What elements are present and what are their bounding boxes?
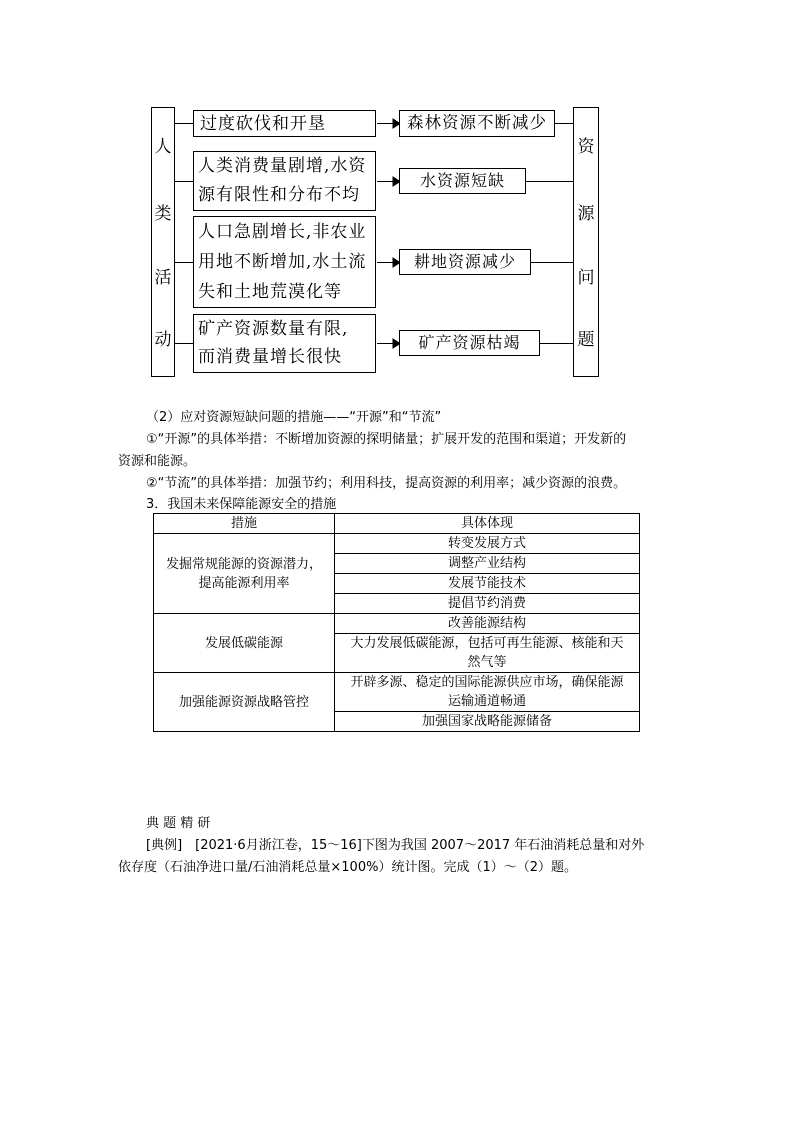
result-box-mineral: 矿产资源枯竭 xyxy=(399,330,540,356)
resource-problem-char: 题 xyxy=(577,330,595,350)
cause-box-water: 人类消费量剧增,水资 源有限性和分布不均 xyxy=(193,151,376,211)
arrow-icons xyxy=(376,100,402,360)
result-box-farmland: 耕地资源减少 xyxy=(399,249,531,275)
table-row xyxy=(154,673,640,712)
open-source-measures-cont: 资源和能源。 xyxy=(118,454,197,469)
open-source-measures: ①“开源”的具体举措：不断增加资源的探明储量；扩展开发的范围和渠道；开发新的 xyxy=(146,432,627,447)
cause-box-deforestation: 过度砍伐和开垦 xyxy=(193,110,376,137)
example-text-cont: 依存度（石油净进口量/石油消耗总量×100%）统计图。完成（1）～（2）题。 xyxy=(118,860,577,875)
example-text: [典例] [2021·6月浙江卷，15～16]下图为我国 2007～2017 年石油消耗总量和对外 xyxy=(146,838,645,853)
cause-box-farmland: 人口急剧增长,非农业 用地不断增加,水土流 失和土地荒漠化等 xyxy=(193,216,376,308)
section-3-title: 3．我国未来保障能源安全的措施 xyxy=(146,497,337,512)
detail-cell: 开辟多源、稳定的国际能源供应市场，确保能源 运输通道畅通 xyxy=(335,673,640,712)
section-2-title: （2）应对资源短缺问题的措施——“开源”和“节流” xyxy=(146,410,442,425)
table-header: 措施 xyxy=(154,514,335,534)
detail-cell: 大力发展低碳能源，包括可再生能源、核能和天 然气等 xyxy=(335,634,640,673)
resource-problem-char: 源 xyxy=(577,204,595,224)
result-box-water: 水资源短缺 xyxy=(399,168,526,194)
cause-box-mineral: 矿产资源数量有限, 而消费量增长很快 xyxy=(193,314,376,373)
human-activity-char: 动 xyxy=(154,330,172,350)
save-measures: ②“节流”的具体举措：加强节约；利用科技，提高资源的利用率；减少资源的浪费。 xyxy=(146,476,627,491)
detail-cell: 发展节能技术 xyxy=(335,574,640,594)
measure-cell: 发掘常规能源的资源潜力， 提高能源利用率 xyxy=(154,534,335,614)
human-activity-char: 活 xyxy=(154,268,172,288)
table-row xyxy=(154,614,640,634)
detail-cell: 提倡节约消费 xyxy=(335,594,640,614)
human-activity-char: 人 xyxy=(154,137,172,157)
resource-problem-char: 资 xyxy=(577,137,595,157)
detail-cell: 转变发展方式 xyxy=(335,534,640,554)
energy-security-table xyxy=(153,513,640,732)
measure-cell: 加强能源资源战略管控 xyxy=(154,673,335,732)
resource-problem-char: 问 xyxy=(577,268,595,288)
detail-cell: 改善能源结构 xyxy=(335,614,640,634)
table-header: 具体体现 xyxy=(335,514,640,534)
measure-cell: 发展低碳能源 xyxy=(154,614,335,673)
table-row xyxy=(154,534,640,554)
human-activity-char: 类 xyxy=(154,204,172,224)
detail-cell: 加强国家战略能源储备 xyxy=(335,712,640,732)
result-box-forest: 森林资源不断减少 xyxy=(399,110,555,137)
example-section-title: 典 题 精 研 xyxy=(146,816,211,831)
table-header-row xyxy=(154,514,640,534)
detail-cell: 调整产业结构 xyxy=(335,554,640,574)
